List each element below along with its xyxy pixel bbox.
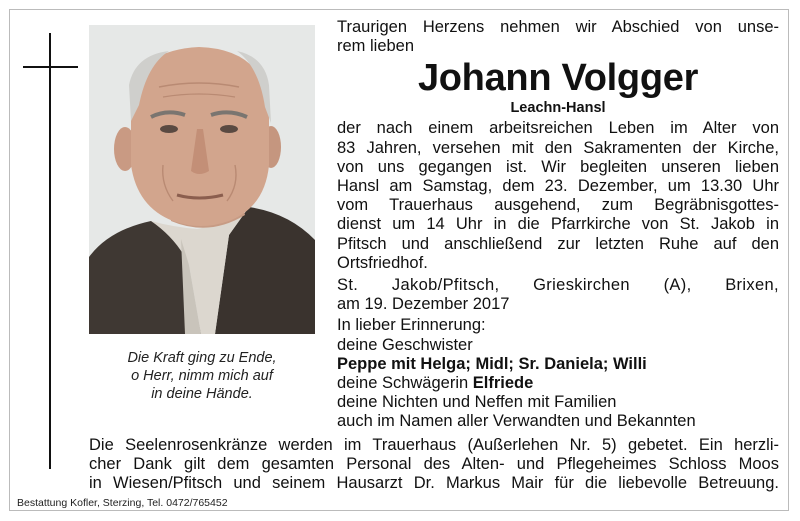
portrait-photo bbox=[89, 25, 315, 334]
cross-icon-bar bbox=[23, 66, 78, 68]
nieces-line: deine Nichten und Neffen mit Familien bbox=[337, 393, 617, 412]
body-line: von uns gegangen ist. Wir begleiten unseren lieben bbox=[337, 157, 779, 176]
body-line: dienst um 14 Uhr in die Pfarrkirche von St. Jakob in bbox=[337, 215, 779, 234]
intro-line: rem lieben bbox=[337, 37, 415, 56]
body-line: der nach einem arbeitsreichen Leben im Alter von bbox=[337, 119, 779, 138]
closing-text bbox=[89, 436, 779, 494]
intro-line: Traurigen Herzens nehmen wir Abschied von unse- bbox=[337, 18, 779, 36]
others-line: auch im Namen aller Verwandten und Bekannten bbox=[337, 412, 696, 431]
body-line: Ortsfriedhof. bbox=[337, 253, 428, 272]
body-line: Hansl am Samstag, dem 23. Dezember, um 13.30 Uhr bbox=[337, 177, 779, 196]
quote-line: o Herr, nimm mich auf bbox=[131, 368, 273, 384]
body-line: vom Trauerhaus ausgehend, zum Begräbnisgottes- bbox=[337, 196, 779, 215]
quote-line: Die Kraft ging zu Ende, bbox=[127, 350, 277, 366]
main-text-column bbox=[337, 18, 779, 432]
cross-icon bbox=[49, 33, 51, 469]
memory-heading: In lieber Erinnerung: bbox=[337, 316, 486, 335]
siblings-names: Peppe mit Helga; Midl; Sr. Daniela; Willi bbox=[337, 354, 647, 373]
date-line: am 19. Dezember 2017 bbox=[337, 295, 510, 314]
quote bbox=[89, 349, 315, 403]
deceased-name: Johann Volgger bbox=[417, 57, 699, 100]
closing-line: Die Seelenrosenkränze werden im Trauerhaus (Außerlehen Nr. 5) gebetet. Ein herzli- bbox=[89, 436, 779, 454]
closing-line: cher Dank gilt dem gesamten Personal des Alten- und Pflegeheimes Schloss Moos bbox=[89, 455, 779, 474]
sister-in-law-line bbox=[337, 374, 779, 393]
body-line: 83 Jahren, versehen mit den Sakramenten der Kirche, bbox=[337, 138, 779, 157]
sister-in-law-name: Elfriede bbox=[472, 374, 534, 393]
deceased-nickname: Leachn-Hansl bbox=[510, 100, 606, 117]
quote-line: in deine Hände. bbox=[151, 386, 253, 402]
siblings-label: deine Geschwister bbox=[337, 335, 473, 354]
places-line: St. Jakob/Pfitsch, Grieskirchen (A), Brixen, bbox=[337, 276, 779, 295]
sister-in-law-label: deine Schwägerin bbox=[337, 374, 469, 393]
closing-line: in Wiesen/Pfitsch und seinem Hausarzt Dr. Markus Mair für die liebevolle Betreuung. bbox=[89, 474, 779, 493]
body-line: Pfitsch und anschließend zur letzten Ruhe auf den bbox=[337, 234, 779, 253]
funeral-home-footer: Bestattung Kofler, Sterzing, Tel. 0472/765452 bbox=[17, 497, 228, 509]
